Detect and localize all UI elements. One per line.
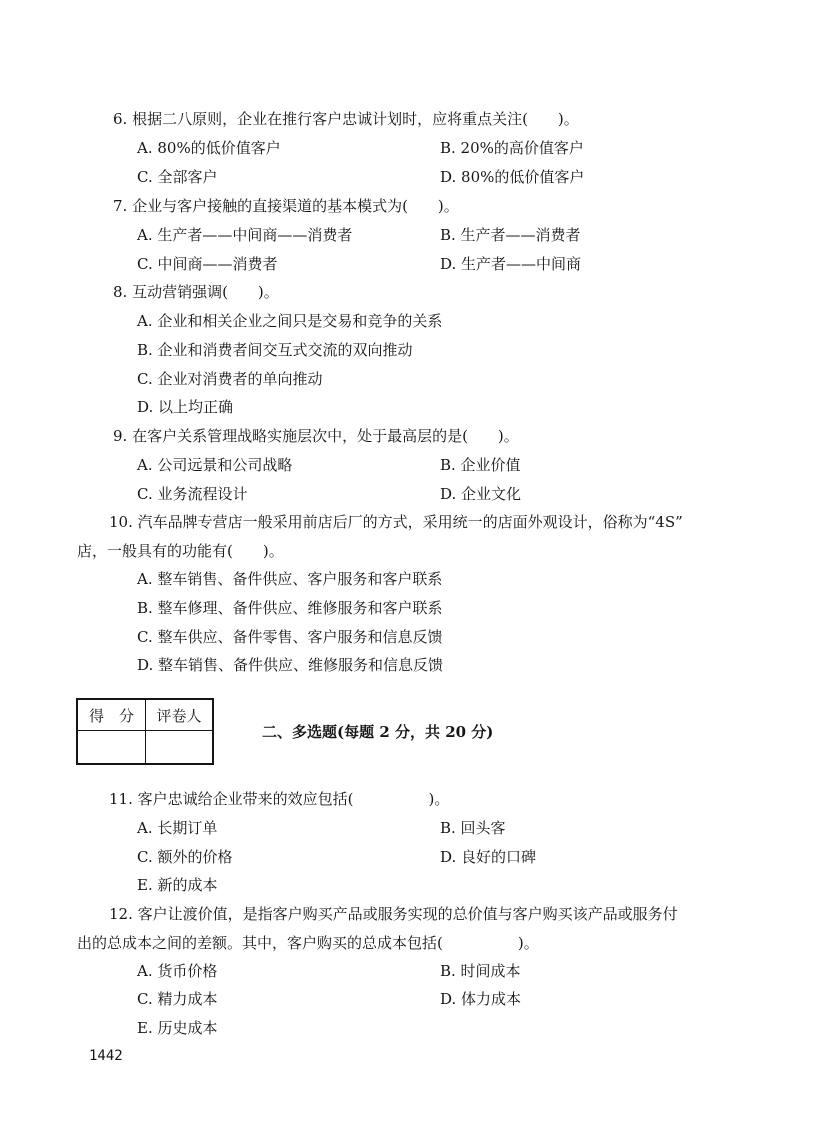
question-12-option-b: B. 时间成本 <box>440 962 521 980</box>
question-9-option-a: A. 公司远景和公司战略 <box>137 456 293 474</box>
question-8-option-d: D. 以上均正确 <box>137 398 234 416</box>
page-number: 1442 <box>89 1048 123 1064</box>
question-10-option-a: A. 整车销售、备件供应、客户服务和客户联系 <box>137 570 443 588</box>
score-cell[interactable] <box>77 731 146 765</box>
question-8-stem: 8. 互动营销强调( )。 <box>113 283 279 301</box>
score-box <box>76 698 214 765</box>
question-7-stem: 7. 企业与客户接触的直接渠道的基本模式为( )。 <box>113 197 459 215</box>
question-11-option-b: B. 回头客 <box>440 819 506 837</box>
question-9-option-d: D. 企业文化 <box>440 485 522 503</box>
grader-cell[interactable] <box>146 731 214 765</box>
question-10-option-b: B. 整车修理、备件供应、维修服务和客户联系 <box>137 599 443 617</box>
question-7-option-c: C. 中间商——消费者 <box>137 255 278 273</box>
question-6-option-d: D. 80%的低价值客户 <box>440 168 585 186</box>
question-10-stem-line2: 店，一般具有的功能有( )。 <box>77 542 284 560</box>
question-9-stem: 9. 在客户关系管理战略实施层次中，处于最高层的是( )。 <box>113 427 519 445</box>
question-9-option-c: C. 业务流程设计 <box>137 485 248 503</box>
question-12-option-d: D. 体力成本 <box>440 990 522 1008</box>
question-6-option-c: C. 全部客户 <box>137 168 218 186</box>
question-12-stem-line1: 12. 客户让渡价值，是指客户购买产品或服务实现的总价值与客户购买该产品或服务付 <box>109 905 678 923</box>
question-8-option-a: A. 企业和相关企业之间只是交易和竞争的关系 <box>137 312 443 330</box>
question-7-option-d: D. 生产者——中间商 <box>440 255 582 273</box>
grader-label: 评卷人 <box>146 699 214 731</box>
question-12-stem-line2: 出的总成本之间的差额。其中，客户购买的总成本包括( )。 <box>77 934 539 952</box>
question-8-option-b: B. 企业和消费者间交互式交流的双向推动 <box>137 341 413 359</box>
question-6-option-a: A. 80%的低价值客户 <box>137 139 281 157</box>
question-6-option-b: B. 20%的高价值客户 <box>440 139 584 157</box>
question-10-option-c: C. 整车供应、备件零售、客户服务和信息反馈 <box>137 628 443 646</box>
question-10-option-d: D. 整车销售、备件供应、维修服务和信息反馈 <box>137 656 444 674</box>
question-10-stem-line1: 10. 汽车品牌专营店一般采用前店后厂的方式，采用统一的店面外观设计，俗称为“4S” <box>109 513 683 531</box>
question-11-option-e: E. 新的成本 <box>137 876 218 894</box>
section-title: 二、多选题(每题 2 分，共 20 分) <box>262 723 494 741</box>
question-12-option-a: A. 货币价格 <box>137 962 218 980</box>
question-9-option-b: B. 企业价值 <box>440 456 521 474</box>
question-11-stem: 11. 客户忠诚给企业带来的效应包括( )。 <box>109 790 450 808</box>
question-11-option-a: A. 长期订单 <box>137 819 218 837</box>
question-12-option-e: E. 历史成本 <box>137 1019 218 1037</box>
score-label: 得 分 <box>77 699 146 731</box>
question-11-option-c: C. 额外的价格 <box>137 848 233 866</box>
question-7-option-a: A. 生产者——中间商——消费者 <box>137 226 353 244</box>
question-7-option-b: B. 生产者——消费者 <box>440 226 581 244</box>
question-11-option-d: D. 良好的口碑 <box>440 848 537 866</box>
question-12-option-c: C. 精力成本 <box>137 990 218 1008</box>
question-8-option-c: C. 企业对消费者的单向推动 <box>137 370 323 388</box>
question-6-stem: 6. 根据二八原则，企业在推行客户忠诚计划时，应将重点关注( )。 <box>113 110 579 128</box>
